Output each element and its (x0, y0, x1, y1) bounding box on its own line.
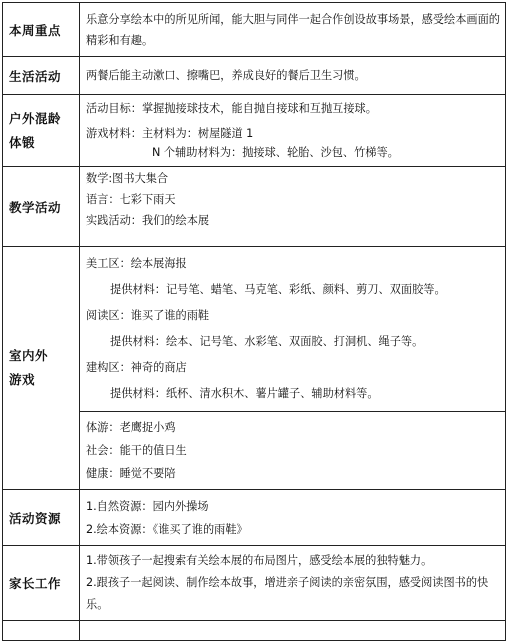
label-life: 生活活动 (3, 57, 80, 95)
games-areas-cell (80, 247, 506, 412)
label-focus: 本周重点 (3, 3, 80, 57)
label-games: 室内外游戏 (3, 247, 80, 490)
empty-cell (80, 621, 506, 641)
teaching-item: 语言：七彩下雨天 (86, 193, 176, 206)
social-game: 社会：能干的值日生 (86, 444, 187, 457)
resource-item: 1.自然资源：园内外操场 (86, 499, 209, 513)
parents-cell (80, 546, 506, 621)
row-resources (3, 490, 506, 546)
row-teaching (3, 167, 506, 247)
row-outdoor (3, 95, 506, 167)
teaching-item: 实践活动：我们的绘本展 (86, 214, 210, 227)
teaching-item: 数学:图书大集合 (86, 172, 169, 185)
sports-game: 体游：老鹰捉小鸡 (86, 421, 176, 434)
parent-item: 1.带领孩子一起搜索有关绘本展的布局图片，感受绘本展的独特魅力。 (86, 554, 433, 567)
label-teaching: 教学活动 (3, 167, 80, 247)
parent-item: 2.跟孩子一起阅读、制作绘本故事，增进亲子阅读的亲密氛围，感受阅读图书的快乐。 (86, 576, 489, 611)
row-life (3, 57, 506, 95)
label-resources: 活动资源 (3, 490, 80, 546)
art-area: 美工区：绘本展海报 (86, 257, 187, 270)
reading-materials: 提供材料：绘本、记号笔、水彩笔、双面胶、打洞机、绳子等。 (110, 335, 424, 348)
weekly-plan-table (2, 2, 506, 641)
row-games-areas (3, 247, 506, 412)
row-focus (3, 3, 506, 57)
outdoor-aux-material: N 个辅助材料为：抛接球、轮胎、沙包、竹梯等。 (152, 146, 399, 159)
row-parents (3, 546, 506, 621)
health-game: 健康：睡觉不要陪 (86, 467, 176, 480)
focus-text: 乐意分享绘本中的所见所闻，能大胆与同伴一起合作创设故事场景，感受绘本画面的精彩和有趣。 (80, 3, 506, 57)
teaching-cell (80, 167, 506, 247)
outdoor-main-material: 游戏材料：主材料为：树屋隧道 1 (86, 127, 254, 140)
art-materials: 提供材料：记号笔、蜡笔、马克笔、彩纸、颜料、剪刀、双面胶等。 (110, 283, 446, 296)
row-empty (3, 621, 506, 641)
outdoor-goal: 活动目标：掌握抛接球技术，能自抛自接球和互抛互接球。 (86, 102, 377, 115)
outdoor-cell (80, 95, 506, 167)
games-others-cell (80, 412, 506, 490)
build-area: 建构区：神奇的商店 (86, 361, 187, 374)
resources-cell (80, 490, 506, 546)
life-text: 两餐后能主动漱口、擦嘴巴，养成良好的餐后卫生习惯。 (80, 57, 506, 95)
label-parents: 家长工作 (3, 546, 80, 621)
reading-area: 阅读区：谁买了谁的雨鞋 (86, 309, 210, 322)
resource-item: 2.绘本资源：《谁买了谁的雨鞋》 (86, 522, 248, 536)
build-materials: 提供材料：纸杯、清水积木、薯片罐子、辅助材料等。 (110, 387, 379, 400)
empty-cell (3, 621, 80, 641)
label-outdoor: 户外混龄体锻 (3, 95, 80, 167)
